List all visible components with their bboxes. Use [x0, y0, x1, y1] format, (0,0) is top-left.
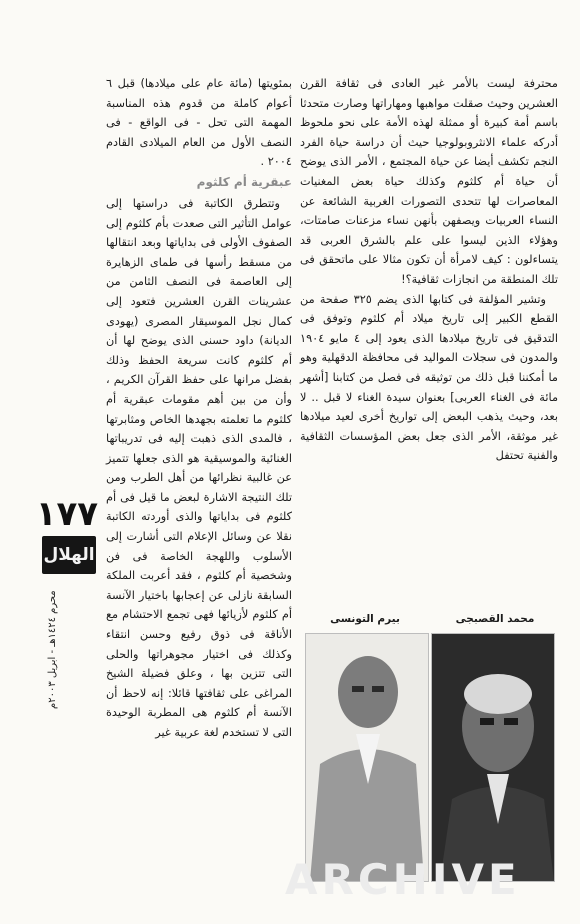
right-paragraph-1: محترفة ليست بالأمر غير العادى فى ثقافة القرن العشرين وحيث صقلت مواهبها ومهاراتها وصارت متحدثا باسم أمة كبيرة أو ممثلة لهذه الأمة على نحو ملحوظ أدركه علماء الانثروبولوجيا حيث أن دراسة حياة الفرد النجم تكشف أيضا عن حياة المجتمع ، الأمر الذى يوضح أن حياة أم كلثوم وكذلك حياة بعض المغنيات المعاصرات لها تتحدى التصورات الغربية الشائعة عن النساء العربيات ويصفهن بأنهن نساء مزعنات صامتات، وهؤلاء الذين ليسوا على علم بالشرق العربى قد يتساءلون : كيف لامرأة أن تكون مثالا على ماتحقق فى تلك المنطقة من انجازات ثقافية؟! — [300, 77, 558, 286]
archive-watermark-icon: ARCHIVE — [285, 855, 521, 904]
photo-caption-qasabgi: محمد القصبجى — [455, 613, 535, 625]
photo-caption-bayram: بيرم التونسى — [330, 613, 400, 625]
photo-block — [305, 613, 555, 880]
right-column — [300, 74, 558, 466]
portrait-photo-bayram — [305, 633, 429, 882]
left-column — [106, 74, 292, 743]
portrait-qasabgi-icon — [432, 634, 554, 881]
magazine-logo: الهلال — [42, 536, 96, 574]
portrait-bayram-icon — [306, 634, 428, 881]
left-body-paragraph: وتتطرق الكاتبة فى دراستها إلى عوامل التأثير التى صعدت بأم كلثوم إلى الصفوف الأولى فى بداياتها وبعد انتقالها من مسقط رأسها فى طماى الزهايرة إلى العاصمة فى النصف الثامن من عشرينات القرن العشرين فتعود إلى كمال نجل الموسيقار المصرى (يهودى الديانة) داود حسنى الذى يوضح لها أن أم كلثوم كانت سريعة الحفظ وذلك بفضل مرانها على حفظ القرآن الكريم ، وأن من بين أهم مقومات عبقرية أم كلثوم ما تعلمته بجهدها الخاص ومثابرتها ، فالمدى الذى ذهبت إليه فى تدريباتها الغنائية والموسيقية هو الذى جعلها تتميز عن غالبية نظرائها من أهل الطرب ومن تلك النتيجة الاشارة لبعض ما قيل فى أم كلثوم فى بداياتها والذى أوردته الكاتبة نقلا عن وسائل الإعلام التى أشارت إلى الأسلوب واللهجة الخاصة فى فن وشخصية أم كلثوم ، فقد أعربت الملكة السابقة نازلى عن إعجابها باختيار الآنسة أم كلثوم لأزيائها فهى تجمع الاحتشام مع الأناقة فى ذوق رفيع وحسن انتقاء وكذلك فى اختيار مجوهراتها والحلى التى تتزين بها ، وعلق فضيلة الشيخ المراغى على ثقافتها قائلا: إنه لاحظ أن الآنسة أم كلثوم هى المطربة الوحيدة التى لا تستخدم لغة عربية غير — [106, 196, 292, 739]
portrait-photo-qasabgi — [431, 633, 555, 882]
page-number: ١٧٧ — [35, 494, 98, 534]
section-subheading: عبقرية أم كلثوم — [196, 174, 292, 189]
left-intro-paragraph: بمئويتها (مائة عام على ميلادها) قبل ٦ أعوام كاملة من قدوم هذه المناسبة المهمة التى تحل - فى الواقع - فى النصف الأول من العام الميلادى القادم ٢٠٠٤ . — [106, 77, 292, 169]
issue-date: محرم ١٤٢٤هـ - ابريل ٢٠٠٣م — [47, 590, 58, 709]
right-paragraph-2: وتشير المؤلفة فى كتابها الذى يضم ٣٢٥ صفحة من القطع الكبير إلى تاريخ ميلاد أم كلثوم وتوفق فى التدقيق فى تاريخ ميلادها الذى يعود إلى ٤ مايو ١٩٠٤ والمدون فى سجلات المواليد فى محافظة الدقهلية وهو ما أمكننا قبل ذلك من توثيقه فى فصل من كتابنا [أشهر مائة فى الغناء العربى] بعنوان سيدة الغناء لا قبل .. لا بعد، وحيث يذهب البعض إلى تواريخ أخرى لعيد ميلادها غير موثقة، الأمر الذى جعل بعض المؤسسات الثقافية والفنية تحتفل — [300, 292, 559, 463]
